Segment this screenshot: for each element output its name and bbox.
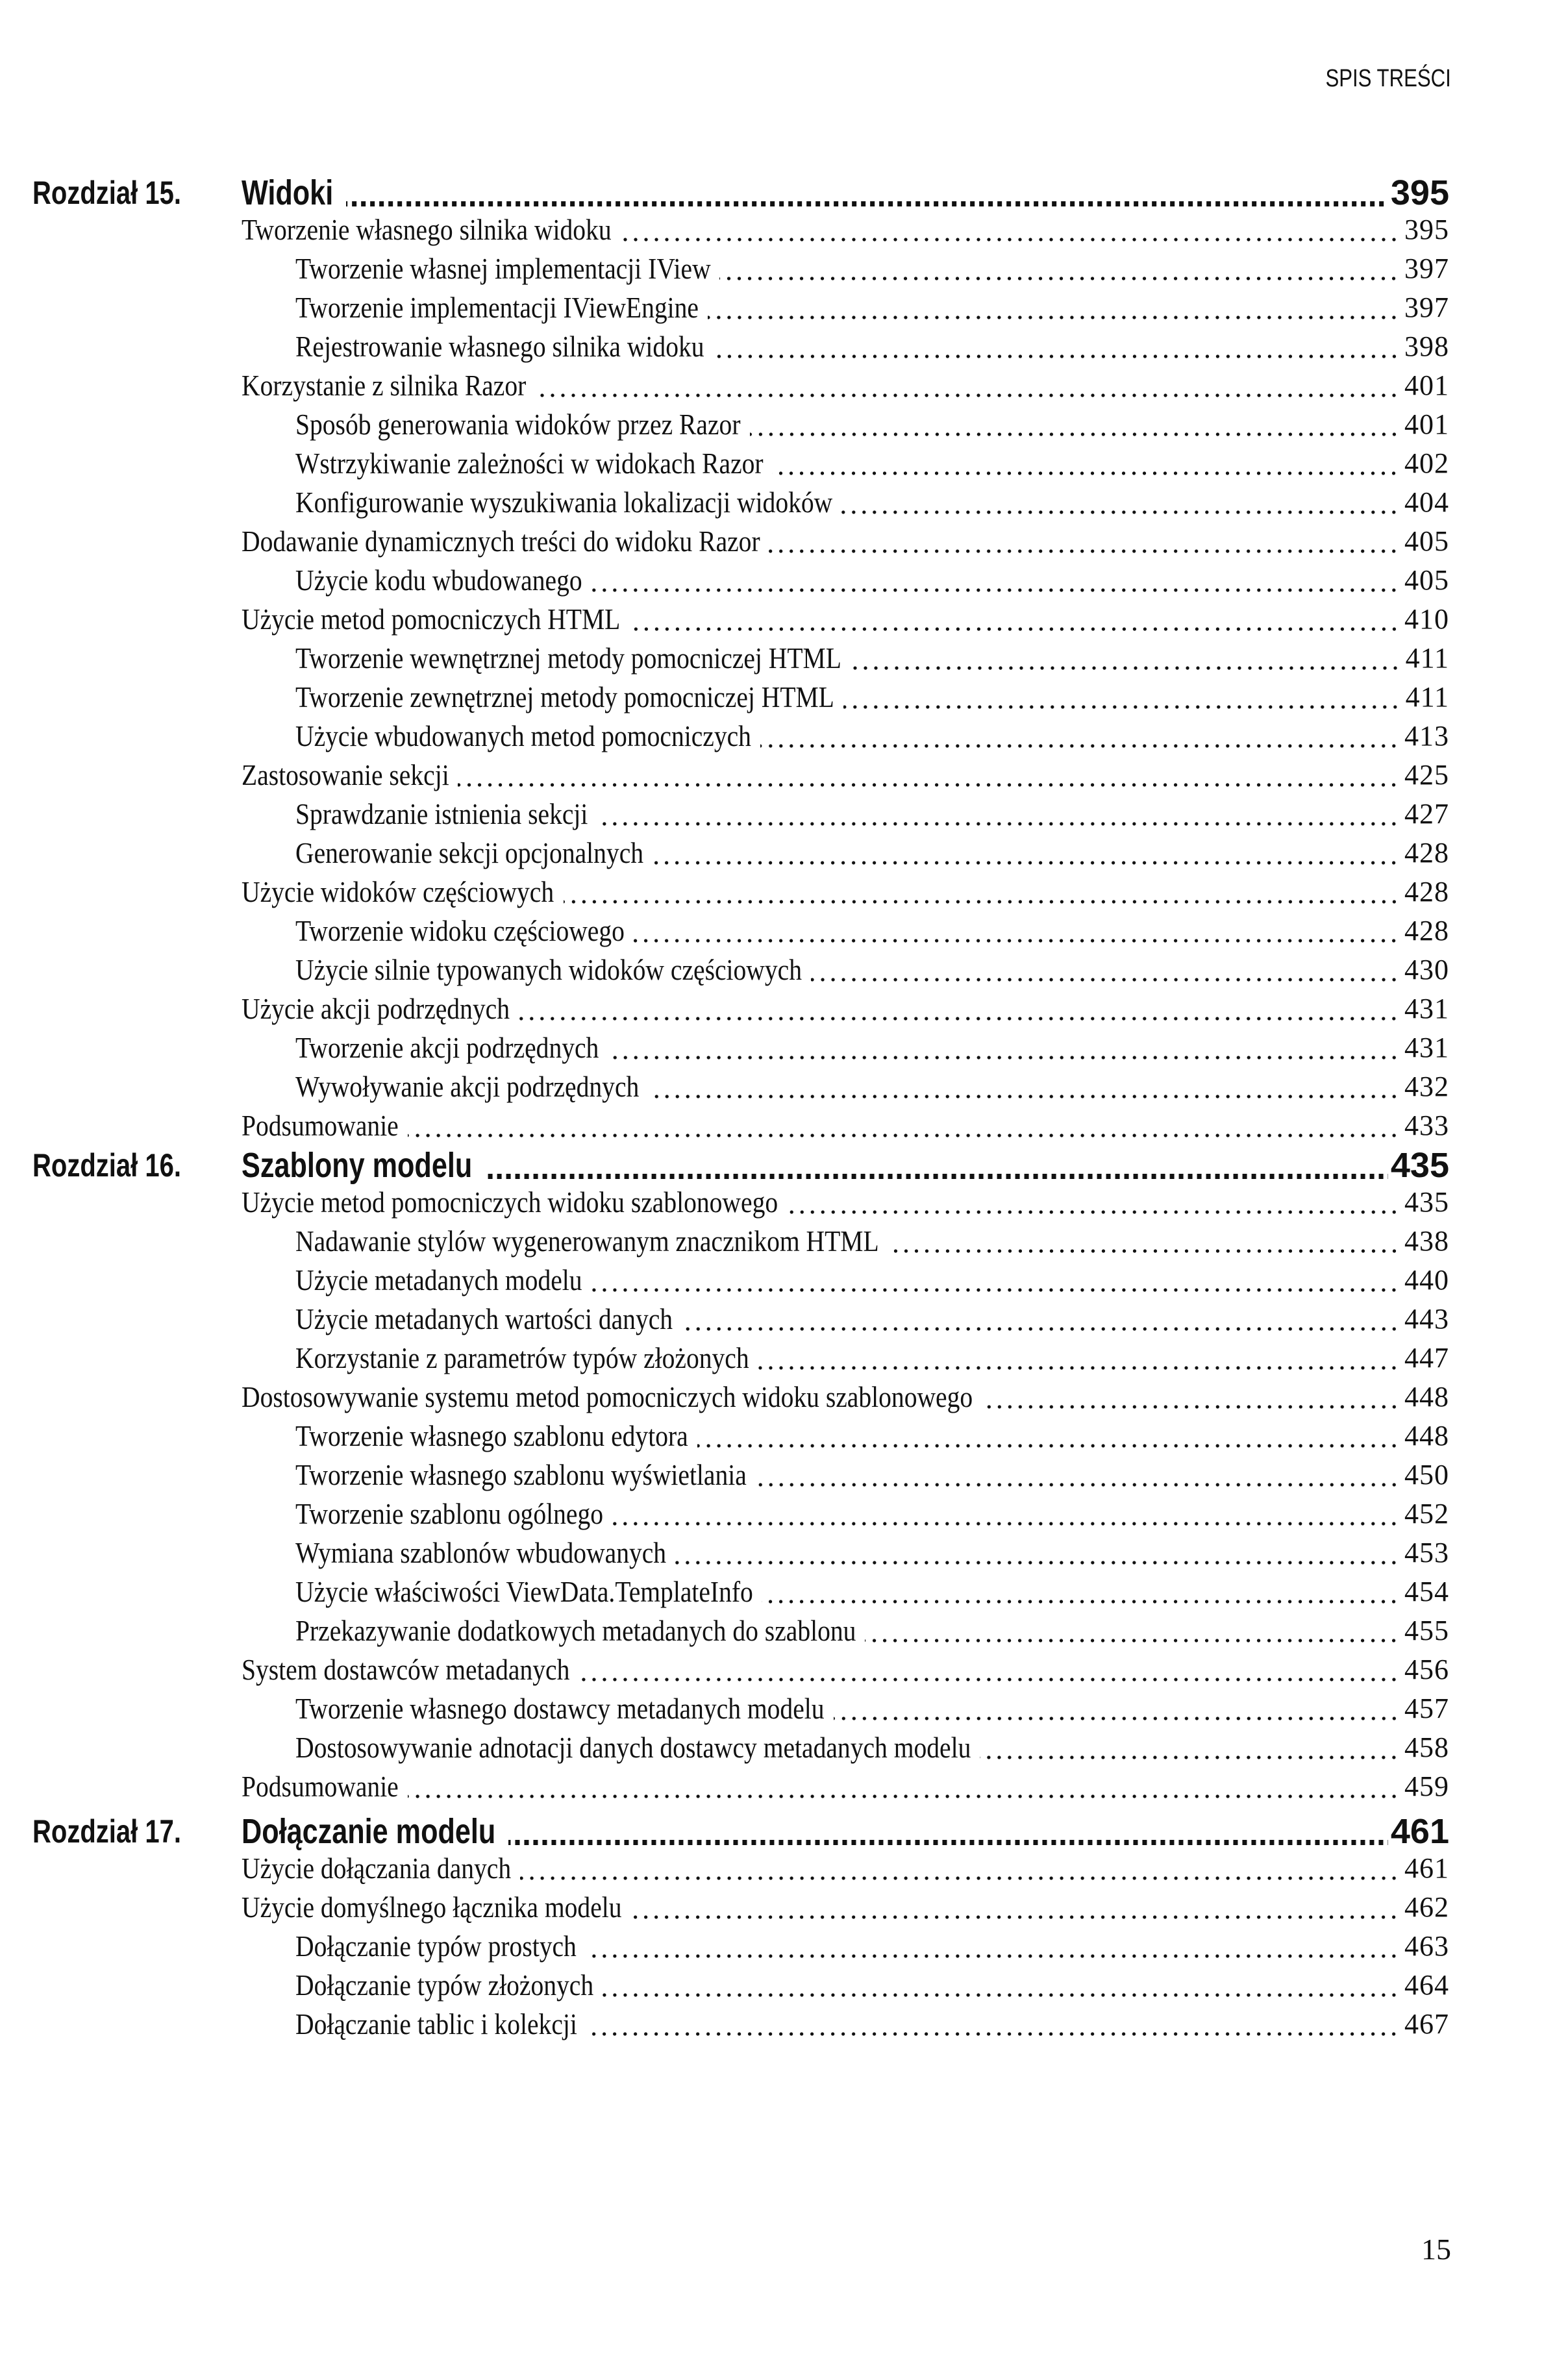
entry-page: 428: [1404, 837, 1449, 869]
dot-leader: [508, 1840, 1388, 1845]
toc-entry[interactable]: [295, 1261, 1449, 1300]
entry-page: 425: [1404, 759, 1449, 791]
entry-title: Wymiana szablonów wbudowanych: [295, 1536, 667, 1569]
entry-title: Tworzenie własnego silnika widoku: [242, 213, 612, 246]
dot-leader: [714, 354, 1399, 358]
entry-page: 459: [1404, 1770, 1449, 1802]
entry-page: 428: [1404, 915, 1449, 947]
toc-entry[interactable]: [295, 327, 1449, 366]
entry-page: 431: [1404, 1032, 1449, 1063]
dot-leader: [851, 666, 1400, 670]
toc-entry[interactable]: [295, 405, 1449, 444]
dot-leader: [649, 1095, 1399, 1098]
toc-entry[interactable]: [295, 950, 1449, 989]
entry-title: Tworzenie szablonu ogólnego: [295, 1497, 604, 1530]
dot-leader: [982, 1405, 1399, 1409]
toc-entry[interactable]: [295, 1028, 1449, 1067]
dot-leader: [769, 549, 1399, 553]
entry-page: 455: [1404, 1615, 1449, 1646]
entry-page: 438: [1404, 1225, 1449, 1257]
entry-page: 454: [1404, 1576, 1449, 1607]
toc-entry[interactable]: [242, 210, 1449, 249]
dot-leader: [756, 1483, 1399, 1487]
entry-title: Tworzenie wewnętrznej metody pomocniczej HTML: [295, 641, 841, 675]
entry-title: Przekazywanie dodatkowych metadanych do szablonu: [295, 1614, 856, 1647]
entry-page: 411: [1405, 642, 1449, 674]
entry-page: 440: [1404, 1264, 1449, 1296]
entry-page: 447: [1404, 1342, 1449, 1374]
entry-page: 405: [1404, 564, 1449, 596]
dot-leader: [760, 744, 1399, 748]
dot-leader: [888, 1249, 1399, 1253]
entry-page: 450: [1404, 1459, 1449, 1491]
toc-entry[interactable]: [295, 1456, 1449, 1495]
toc-entry[interactable]: [242, 1849, 1449, 1888]
dot-leader: [535, 393, 1399, 397]
chapter-page: 435: [1390, 1146, 1449, 1185]
toc-entry[interactable]: [295, 561, 1449, 600]
entry-page: 458: [1404, 1731, 1449, 1763]
entry-page: 431: [1404, 993, 1449, 1024]
dot-leader: [485, 1174, 1388, 1179]
toc-entry[interactable]: [295, 1689, 1449, 1728]
dot-leader: [865, 1639, 1399, 1643]
toc-entry[interactable]: [295, 1300, 1449, 1339]
toc-entry[interactable]: [242, 1650, 1449, 1689]
entry-page: 398: [1404, 330, 1449, 362]
toc-entry[interactable]: [295, 1611, 1449, 1650]
entry-page: 428: [1404, 876, 1449, 908]
entry-title: Użycie metadanych modelu: [295, 1263, 582, 1296]
toc-entry[interactable]: [295, 2005, 1449, 2044]
entry-title: Użycie akcji podrzędnych: [242, 992, 510, 1025]
dot-leader: [843, 705, 1400, 709]
toc-entry[interactable]: [295, 1572, 1449, 1611]
chapter-label: Rozdział 15.: [32, 175, 181, 211]
toc-entry[interactable]: [242, 1378, 1449, 1417]
toc-entry[interactable]: [295, 1417, 1449, 1456]
entry-page: 411: [1405, 681, 1449, 713]
entry-title: Dołączanie typów złożonych: [295, 1968, 594, 2002]
toc-entry[interactable]: [242, 989, 1449, 1028]
dot-leader: [697, 1444, 1399, 1448]
entry-title: Tworzenie własnego dostawcy metadanych modelu: [295, 1692, 825, 1725]
entry-title: Użycie silnie typowanych widoków częściowych: [295, 953, 802, 986]
entry-page: 457: [1404, 1693, 1449, 1724]
chapter-page: 395: [1390, 173, 1449, 212]
entry-title: Tworzenie zewnętrznej metody pomocniczej HTML: [295, 680, 834, 713]
entry-title: Tworzenie własnej implementacji IView: [295, 252, 711, 285]
entry-page: 401: [1404, 408, 1449, 440]
entry-page: 404: [1404, 486, 1449, 518]
chapter-title: Widoki: [242, 173, 334, 212]
dot-leader: [758, 1366, 1399, 1370]
toc-entry[interactable]: [242, 756, 1449, 795]
dot-leader: [834, 1717, 1399, 1720]
entry-page: 463: [1404, 1930, 1449, 1962]
entry-page: 435: [1404, 1186, 1449, 1218]
entry-title: Użycie domyślnego łącznika modelu: [242, 1891, 622, 1924]
dot-leader: [634, 939, 1399, 943]
dot-leader: [719, 277, 1399, 280]
toc-entry[interactable]: [295, 1495, 1449, 1533]
dot-leader: [772, 471, 1399, 475]
entry-title: Podsumowanie: [242, 1770, 399, 1803]
toc-entry[interactable]: [295, 1222, 1449, 1261]
toc-entry[interactable]: [295, 678, 1449, 717]
dot-leader: [811, 978, 1399, 982]
toc-entry[interactable]: [242, 873, 1449, 912]
entry-title: Zastosowanie sekcji: [242, 758, 449, 791]
toc-entry[interactable]: [295, 483, 1449, 522]
toc-entry[interactable]: [242, 1106, 1449, 1145]
toc-entry[interactable]: [295, 1728, 1449, 1767]
entry-title: Użycie właściwości ViewData.TemplateInfo: [295, 1575, 753, 1608]
dot-leader: [980, 1755, 1399, 1759]
toc-entry[interactable]: [242, 1183, 1449, 1222]
entry-page: 405: [1404, 525, 1449, 557]
entry-page: 397: [1404, 253, 1449, 284]
dot-leader: [579, 1678, 1399, 1681]
dot-leader: [653, 861, 1399, 865]
entry-title: Generowanie sekcji opcjonalnych: [295, 836, 644, 869]
dot-leader: [708, 316, 1399, 319]
entry-title: System dostawców metadanych: [242, 1653, 570, 1686]
dot-leader: [612, 1522, 1399, 1526]
chapter-label: Rozdział 17.: [32, 1813, 181, 1850]
chapter-heading[interactable]: [0, 1143, 1449, 1188]
dot-leader: [408, 1794, 1399, 1798]
toc-entry[interactable]: [295, 795, 1449, 834]
running-head: SPIS TREŚCI: [1325, 65, 1451, 92]
entry-title: Dodawanie dynamicznych treści do widoku Razor: [242, 525, 760, 558]
entry-page: 413: [1404, 720, 1449, 752]
dot-leader: [630, 627, 1399, 631]
entry-title: Tworzenie własnego szablonu edytora: [295, 1419, 688, 1452]
entry-title: Korzystanie z parametrów typów złożonych: [295, 1341, 749, 1374]
toc-entry[interactable]: [295, 1533, 1449, 1572]
dot-leader: [597, 822, 1399, 826]
entry-title: Użycie widoków częściowych: [242, 875, 554, 908]
entry-page: 464: [1404, 1969, 1449, 2001]
entry-title: Nadawanie stylów wygenerowanym znacznikom HTML: [295, 1224, 879, 1258]
entry-page: 401: [1404, 369, 1449, 401]
entry-title: Użycie wbudowanych metod pomocniczych: [295, 719, 751, 752]
entry-page: 402: [1404, 447, 1449, 479]
dot-leader: [564, 900, 1399, 904]
entry-title: Tworzenie widoku częściowego: [295, 914, 625, 947]
toc-entry[interactable]: [295, 639, 1449, 678]
entry-page: 452: [1404, 1498, 1449, 1530]
dot-leader: [586, 1954, 1399, 1958]
entry-page: 395: [1404, 214, 1449, 245]
dot-leader: [682, 1327, 1399, 1331]
entry-page: 456: [1404, 1654, 1449, 1685]
entry-title: Dołączanie typów prostych: [295, 1929, 577, 1963]
chapter-label: Rozdział 16.: [32, 1147, 181, 1184]
toc-entry[interactable]: [242, 1767, 1449, 1806]
dot-leader: [591, 588, 1399, 592]
chapter-page: 461: [1390, 1812, 1449, 1851]
chapter-title: Dołączanie modelu: [242, 1812, 496, 1851]
dot-leader: [787, 1210, 1399, 1214]
toc-entry[interactable]: [295, 1966, 1449, 2005]
page-number: 15: [1421, 2233, 1451, 2266]
entry-title: Wstrzykiwanie zależności w widokach Razor: [295, 447, 764, 480]
chapter-title: Szablony modelu: [242, 1146, 473, 1185]
dot-leader: [630, 1915, 1399, 1919]
dot-leader: [841, 510, 1399, 514]
entry-page: 461: [1404, 1852, 1449, 1884]
entry-page: 427: [1404, 798, 1449, 830]
dot-leader: [346, 201, 1388, 206]
entry-page: 430: [1404, 954, 1449, 986]
entry-title: Użycie metod pomocniczych widoku szablonowego: [242, 1185, 778, 1219]
entry-page: 410: [1404, 603, 1449, 635]
entry-page: 448: [1404, 1381, 1449, 1413]
entry-page: 443: [1404, 1303, 1449, 1335]
toc-entry[interactable]: [242, 522, 1449, 561]
entry-page: 453: [1404, 1537, 1449, 1569]
dot-leader: [519, 1017, 1399, 1021]
dot-leader: [675, 1561, 1399, 1565]
chapter-heading[interactable]: [0, 170, 1449, 216]
entry-title: Tworzenie implementacji IViewEngine: [295, 291, 699, 324]
dot-leader: [621, 238, 1399, 242]
entry-title: Sprawdzanie istnienia sekcji: [295, 797, 588, 830]
toc-entry[interactable]: [295, 834, 1449, 873]
entry-title: Użycie dołączania danych: [242, 1852, 512, 1885]
entry-title: Dostosowywanie adnotacji danych dostawcy metadanych modelu: [295, 1731, 971, 1764]
dot-leader: [762, 1600, 1399, 1604]
entry-page: 432: [1404, 1071, 1449, 1102]
entry-page: 397: [1404, 291, 1449, 323]
entry-title: Korzystanie z silnika Razor: [242, 369, 527, 402]
toc-entry[interactable]: [295, 444, 1449, 483]
entry-title: Dołączanie tablic i kolekcji: [295, 2007, 577, 2040]
entry-page: 467: [1404, 2008, 1449, 2040]
toc-entry[interactable]: [242, 366, 1449, 405]
toc-entry[interactable]: [295, 912, 1449, 950]
toc-entry[interactable]: [242, 1888, 1449, 1927]
entry-page: 433: [1404, 1110, 1449, 1141]
entry-title: Użycie metod pomocniczych HTML: [242, 602, 621, 636]
dot-leader: [408, 1134, 1399, 1137]
entry-title: Konfigurowanie wyszukiwania lokalizacji widoków: [295, 486, 833, 519]
toc-entry[interactable]: [295, 717, 1449, 756]
entry-title: Podsumowanie: [242, 1109, 399, 1142]
entry-title: Wywoływanie akcji podrzędnych: [295, 1070, 640, 1103]
dot-leader: [603, 1993, 1399, 1997]
entry-title: Tworzenie akcji podrzędnych: [295, 1031, 599, 1064]
entry-title: Dostosowywanie systemu metod pomocniczych widoku szablonowego: [242, 1380, 973, 1413]
toc-entry[interactable]: [295, 1339, 1449, 1378]
dot-leader: [520, 1876, 1399, 1880]
entry-title: Użycie kodu wbudowanego: [295, 564, 582, 597]
dot-leader: [608, 1056, 1399, 1060]
toc-entry[interactable]: [295, 1927, 1449, 1966]
entry-title: Użycie metadanych wartości danych: [295, 1302, 673, 1335]
dot-leader: [591, 1288, 1399, 1292]
entry-page: 448: [1404, 1420, 1449, 1452]
entry-title: Tworzenie własnego szablonu wyświetlania: [295, 1458, 747, 1491]
chapter-heading[interactable]: [0, 1809, 1449, 1854]
dot-leader: [750, 432, 1399, 436]
toc-entry[interactable]: [242, 600, 1449, 639]
dot-leader: [458, 783, 1399, 787]
entry-page: 462: [1404, 1891, 1449, 1923]
toc-entry[interactable]: [295, 288, 1449, 327]
toc-entry[interactable]: [295, 1067, 1449, 1106]
toc-entry[interactable]: [295, 249, 1449, 288]
entry-title: Sposób generowania widoków przez Razor: [295, 408, 741, 441]
dot-leader: [586, 2032, 1399, 2036]
entry-title: Rejestrowanie własnego silnika widoku: [295, 330, 704, 363]
